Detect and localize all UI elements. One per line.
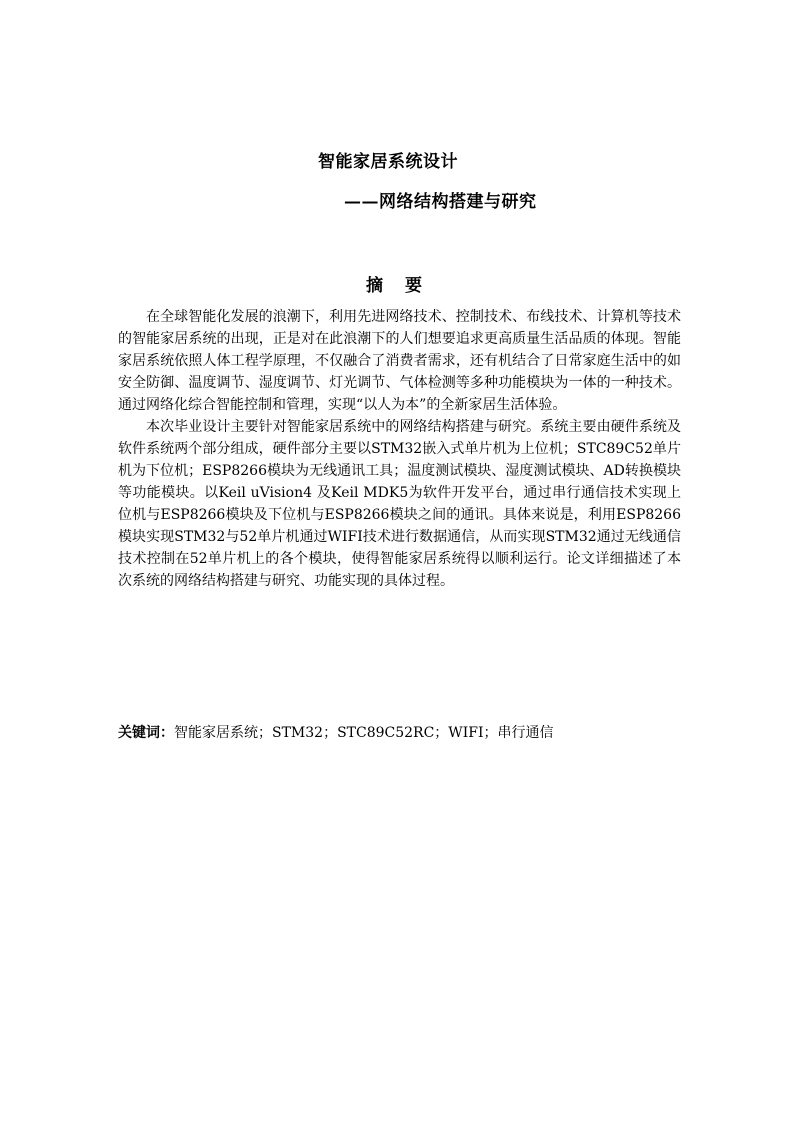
keywords-line — [118, 722, 681, 744]
abstract-paragraph-1: 在全球智能化发展的浪潮下，利用先进网络技术、控制技术、布线技术、计算机等技术的智能家居系统的出现，正是对在此浪潮下的人们想要追求更高质量生活品质的体现。智能家居系统依照人体工程学原理，不仅融合了消费者需求，还有机结合了日常家庭生活中的如安全防御、温度调节、湿度调节、灯光调节、气体检测等多种功能模块为一体的一种技术。通过网络化综合智能控制和管理，实现“以人为本”的全新家居生活体验。 — [118, 309, 681, 413]
abstract-paragraph-2: 本次毕业设计主要针对智能家居系统中的网络结构搭建与研究。系统主要由硬件系统及软件系统两个部分组成，硬件部分主要以STM32嵌入式单片机为上位机；STC89C52单片机为下位机；ESP8266模块为无线通讯工具；温度测试模块、湿度测试模块、AD转换模块等功能模块。以Keil uVision4 及Keil MDK5为软件开发平台，通过串行通信技术实现上位机与ESP8266模块及下位机与ESP8266模块之间的通讯。具体来说是，利用ESP8266模块实现STM32与52单片机通过WIFI技术进行数据通信，从而实现STM32通过无线通信技术控制在52单片机上的各个模块，使得智能家居系统得以顺利运行。论文详细描述了本次系统的网络结构搭建与研究、功能实现的具体过程。 — [118, 419, 681, 589]
document-title: 智能家居系统设计 — [318, 152, 458, 172]
document-subtitle: ——网络结构搭建与研究 — [344, 192, 537, 212]
keywords-text: 智能家居系统；STM32；STC89C52RC；WIFI；串行通信 — [174, 725, 554, 741]
abstract-body — [118, 306, 681, 592]
abstract-heading — [366, 271, 422, 296]
abstract-heading-char-1: 摘 — [366, 276, 383, 296]
abstract-heading-char-2: 要 — [405, 276, 422, 296]
keywords-label: 关键词： — [118, 725, 174, 741]
